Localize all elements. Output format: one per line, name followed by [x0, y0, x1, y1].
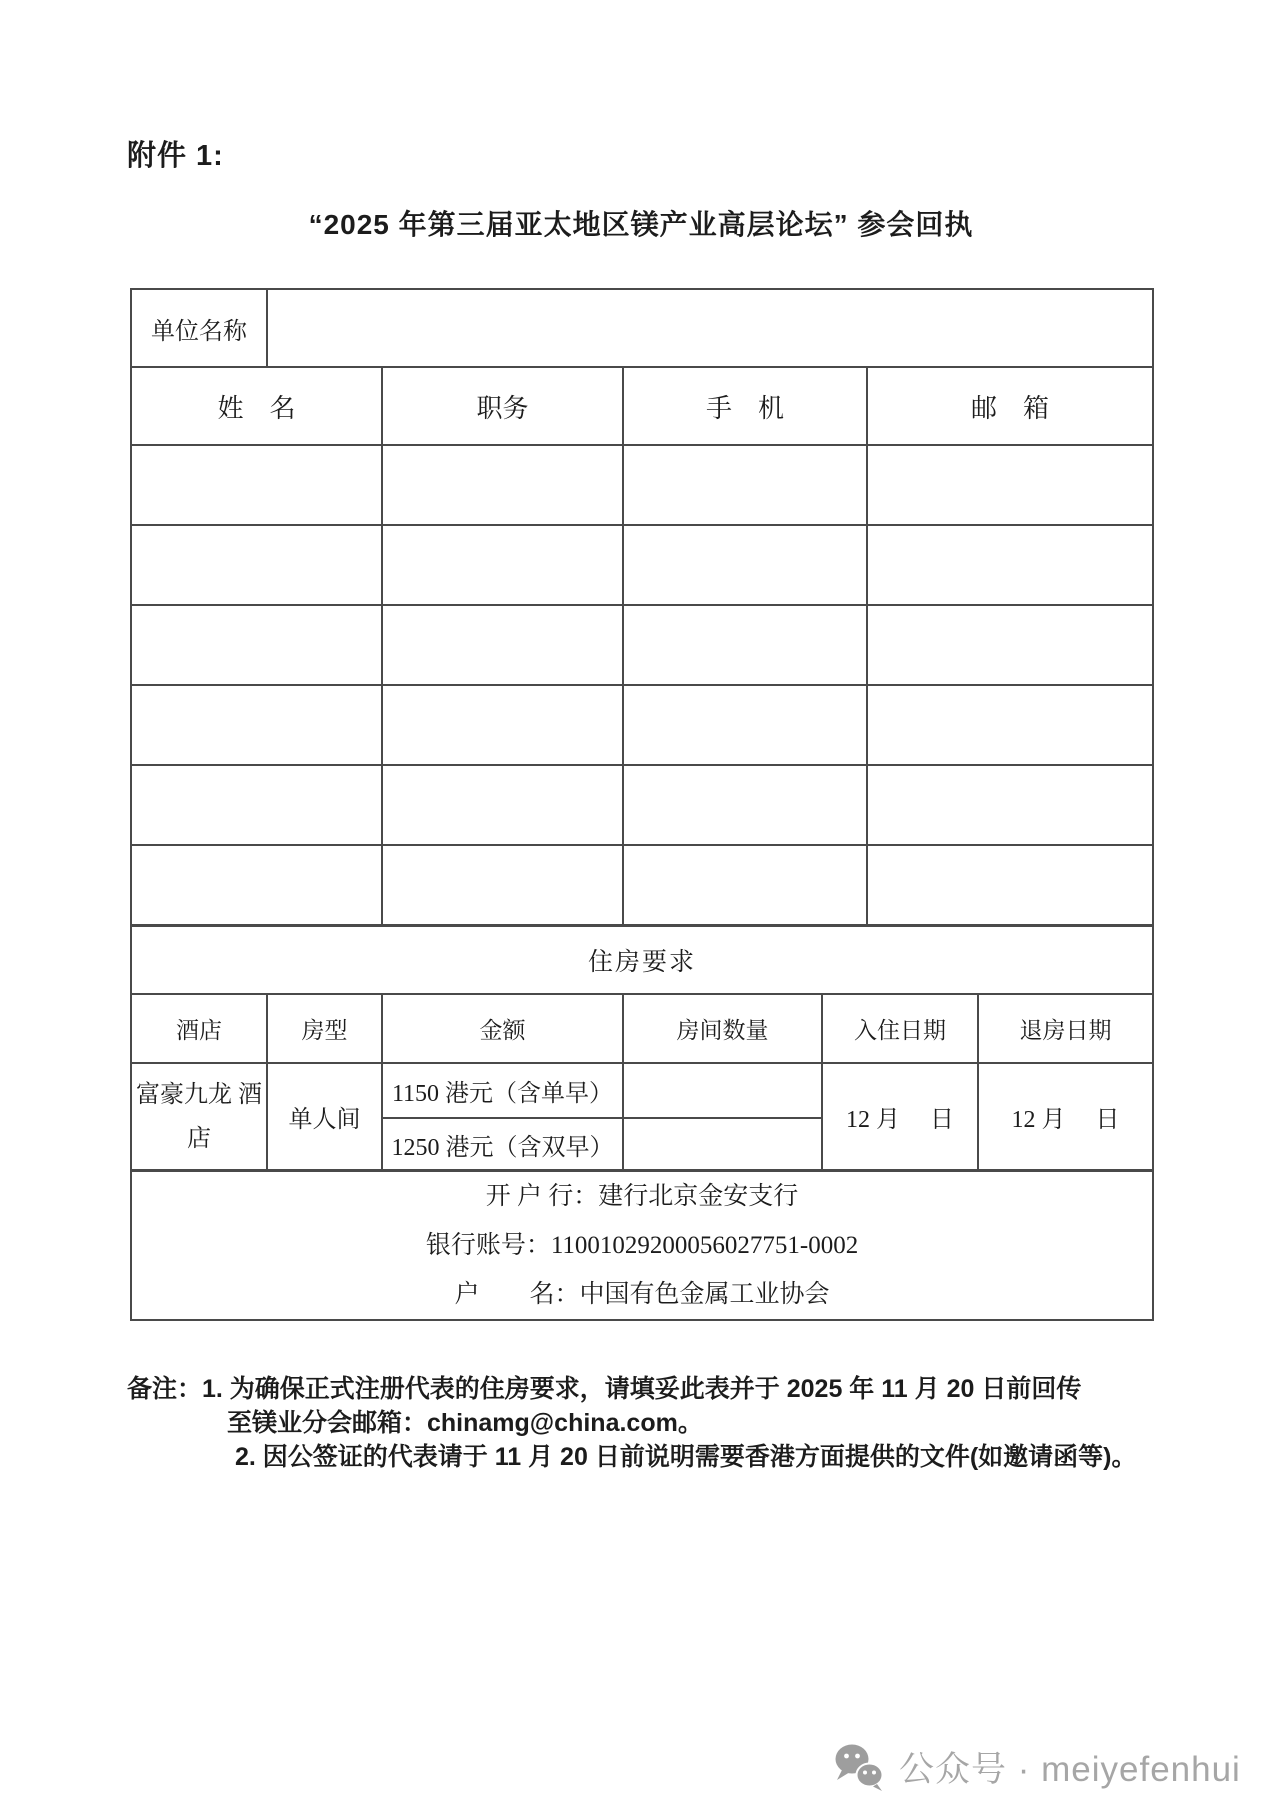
wechat-icon [833, 1743, 885, 1791]
attendee-name-cell[interactable] [131, 765, 382, 845]
room-count-double-cell[interactable] [623, 1118, 822, 1171]
attendee-header-mobile: 手 机 [623, 367, 867, 445]
housing-section-header: 住房要求 [131, 926, 1153, 995]
housing-header-checkin: 入住日期 [822, 994, 978, 1063]
note-line-3: 2. 因公签证的代表请于 11 月 20 日前说明需要香港方面提供的文件(如邀请函等)。 [235, 1443, 1137, 1471]
attendee-row [131, 845, 1153, 926]
attendee-header-email: 邮 箱 [867, 367, 1153, 445]
attendee-header-name: 姓 名 [131, 367, 382, 445]
attendee-mobile-cell[interactable] [623, 845, 867, 926]
hotel-name-cell: 富豪九龙 酒店 [131, 1063, 267, 1171]
housing-section-row [131, 926, 1153, 995]
watermark-text: 公众号 · meiyefenhui [899, 1750, 1241, 1789]
attendee-name-cell[interactable] [131, 525, 382, 605]
attendee-mobile-cell[interactable] [623, 525, 867, 605]
attendee-email-cell[interactable] [867, 845, 1153, 926]
price-double-cell: 1250 港元（含双早） [382, 1118, 623, 1171]
attendee-mobile-cell[interactable] [623, 605, 867, 685]
housing-header-amount: 金额 [382, 994, 623, 1063]
attendee-row [131, 685, 1153, 765]
attendee-title-cell[interactable] [382, 605, 623, 685]
attendee-email-cell[interactable] [867, 605, 1153, 685]
registration-table [130, 288, 1154, 1321]
attendee-email-cell[interactable] [867, 685, 1153, 765]
attendee-name-cell[interactable] [131, 605, 382, 685]
attendee-header-row [131, 367, 1153, 445]
attendee-email-cell[interactable] [867, 765, 1153, 845]
housing-header-row [131, 994, 1153, 1063]
attendee-email-cell[interactable] [867, 445, 1153, 525]
attachment-label: 附件 1: [127, 140, 224, 172]
attendee-title-cell[interactable] [382, 445, 623, 525]
room-type-cell: 单人间 [267, 1063, 382, 1171]
attendee-title-cell[interactable] [382, 765, 623, 845]
bank-info-cell [131, 1171, 1153, 1321]
note-line-2: 至镁业分会邮箱：chinamg@china.com。 [227, 1409, 703, 1437]
company-row [131, 289, 1153, 367]
attendee-title-cell[interactable] [382, 845, 623, 926]
attendee-mobile-cell[interactable] [623, 765, 867, 845]
checkout-date-cell[interactable]: 12 月 日 [978, 1063, 1153, 1171]
room-count-single-cell[interactable] [623, 1063, 822, 1118]
hotel-row [131, 1063, 1153, 1118]
attendee-row [131, 765, 1153, 845]
note-line-1: 备注：1. 为确保正式注册代表的住房要求，请填妥此表并于 2025 年 11 月 20 日前回传 [127, 1375, 1082, 1403]
attendee-email-cell[interactable] [867, 525, 1153, 605]
notes-block [127, 1372, 1197, 1474]
wechat-watermark [833, 1742, 1241, 1792]
attendee-mobile-cell[interactable] [623, 445, 867, 525]
attendee-name-cell[interactable] [131, 845, 382, 926]
attendee-row [131, 445, 1153, 525]
page-title: “2025 年第三届亚太地区镁产业高层论坛” 参会回执 [308, 209, 974, 240]
housing-header-room-count: 房间数量 [623, 994, 822, 1063]
attendee-row [131, 525, 1153, 605]
housing-header-hotel: 酒店 [131, 994, 267, 1063]
bank-account-line: 银行账号：11001029200056027751-0002 [425, 1232, 859, 1259]
bank-info-row [131, 1171, 1153, 1321]
company-name-label: 单位名称 [131, 289, 267, 367]
checkin-date-cell[interactable]: 12 月 日 [822, 1063, 978, 1171]
attendee-name-cell[interactable] [131, 445, 382, 525]
company-name-cell[interactable] [267, 289, 1153, 367]
housing-header-checkout: 退房日期 [978, 994, 1153, 1063]
bank-holder-line: 户 名：中国有色金属工业协会 [454, 1281, 830, 1308]
attendee-header-title: 职务 [382, 367, 623, 445]
housing-header-room-type: 房型 [267, 994, 382, 1063]
attendee-title-cell[interactable] [382, 525, 623, 605]
attendee-title-cell[interactable] [382, 685, 623, 765]
attendee-mobile-cell[interactable] [623, 685, 867, 765]
attendee-name-cell[interactable] [131, 685, 382, 765]
price-single-cell: 1150 港元（含单早） [382, 1063, 623, 1118]
bank-branch-line: 开 户 行：建行北京金安支行 [485, 1183, 799, 1210]
attendee-row [131, 605, 1153, 685]
